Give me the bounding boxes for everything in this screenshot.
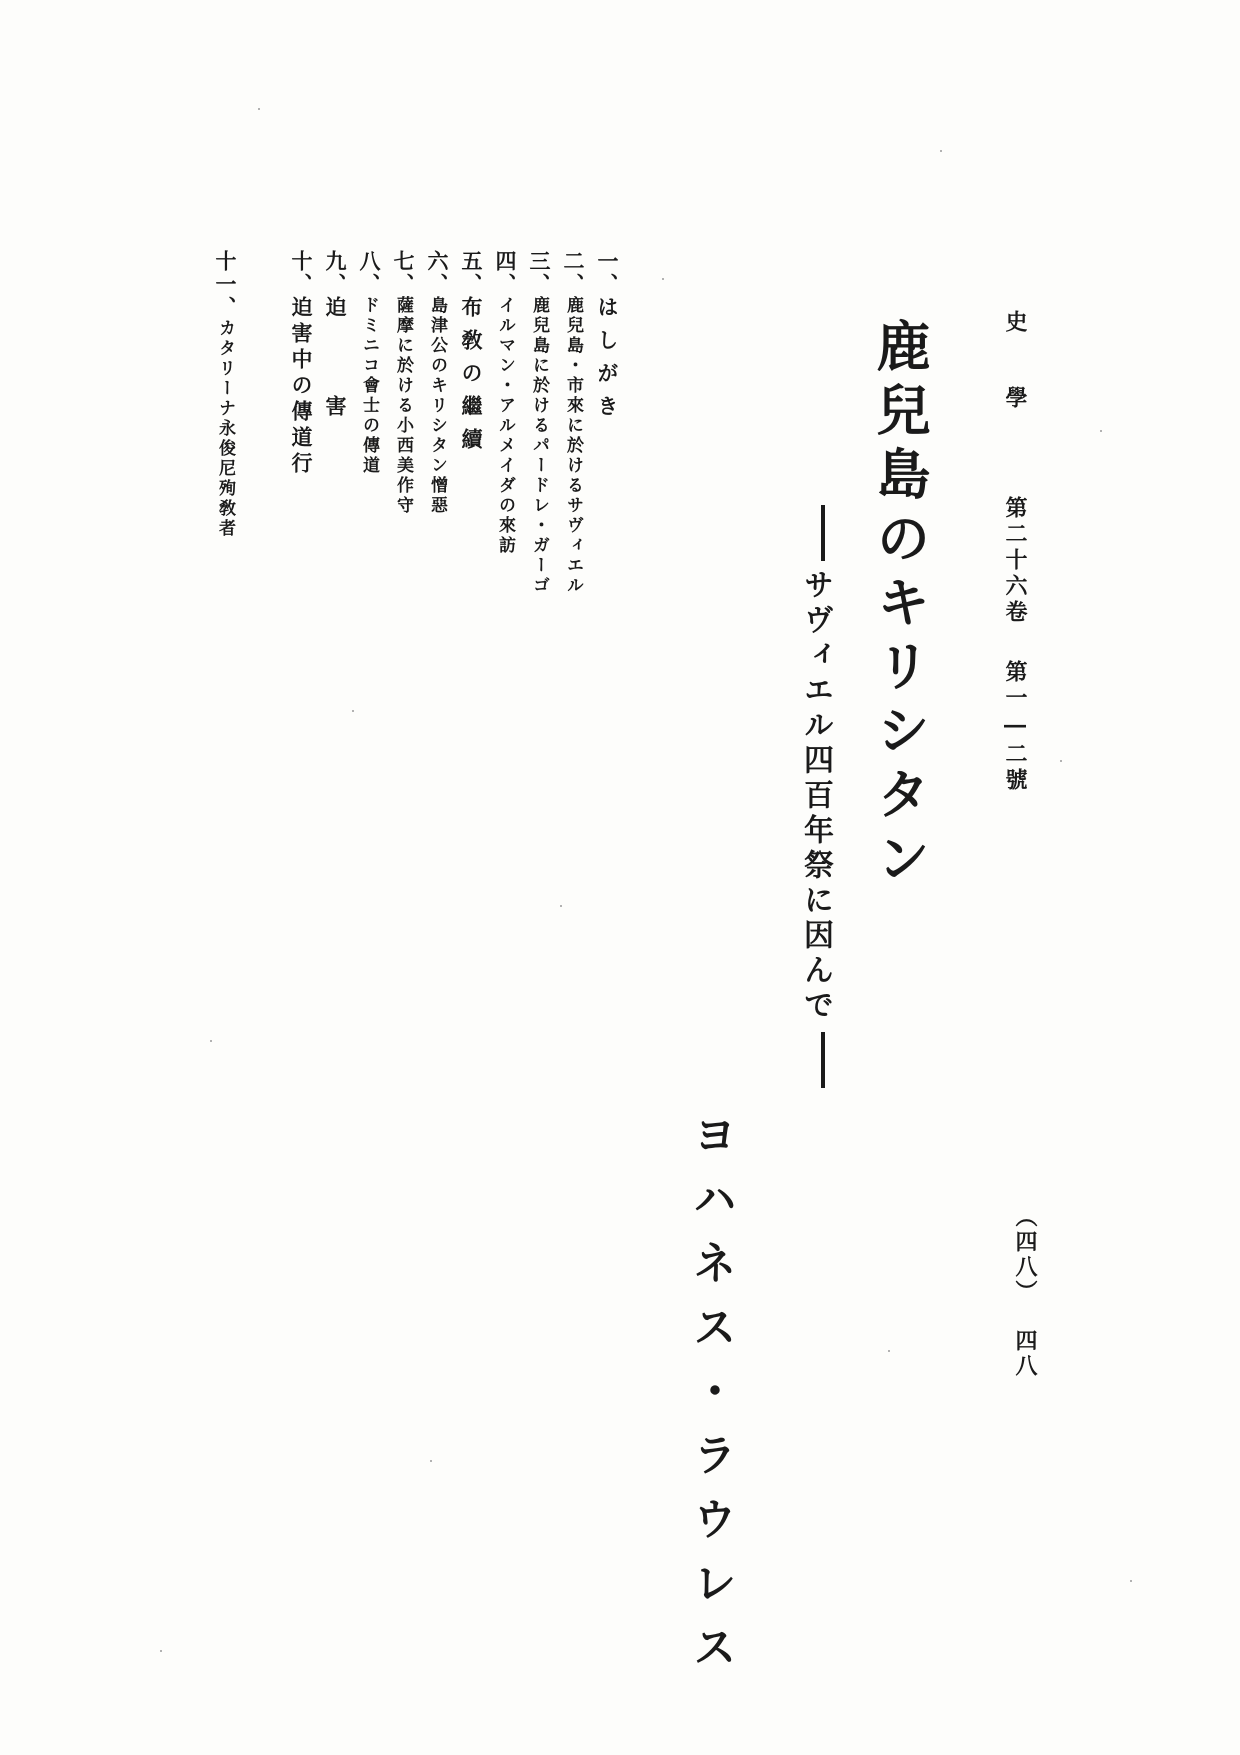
toc-item-number: 十一、 <box>213 250 238 319</box>
toc-item <box>422 250 452 516</box>
article-title: 鹿兒島のキリシタン <box>868 318 932 894</box>
toc-item-title: 布敎の繼續 <box>459 296 484 461</box>
scan-speck <box>1130 1580 1132 1582</box>
dash-rule <box>821 505 825 561</box>
toc-item <box>592 250 622 428</box>
toc-item-number: 十、 <box>289 250 314 296</box>
toc-item-number: 三、 <box>527 250 552 296</box>
scan-speck <box>210 1040 212 1042</box>
toc-item <box>210 250 240 539</box>
toc-item-title: 鹿兒島・市來に於けるサヴィエル <box>563 296 583 596</box>
journal-issue: 第一―二號 <box>1002 660 1028 794</box>
toc-item-number: 九、 <box>323 250 348 296</box>
toc-item <box>490 250 520 556</box>
page-number-plain: 四八 <box>1012 1329 1038 1379</box>
toc-item-title: はしがき <box>595 296 620 428</box>
journal-volume: 第二十六卷 <box>1002 496 1028 626</box>
toc-item <box>558 250 588 596</box>
page-number-bracketed: （四八） <box>1012 1205 1038 1305</box>
journal-name: 史學 <box>1002 310 1028 462</box>
toc-item-number: 六、 <box>425 250 450 296</box>
toc-item-title: 薩摩に於ける小西美作守 <box>393 296 413 516</box>
toc-item-title: 迫害 <box>323 296 348 494</box>
page-number <box>1010 1205 1041 1379</box>
toc-item-title: 島津公のキリシタン憎惡 <box>427 296 447 516</box>
article-subtitle <box>793 505 837 1088</box>
toc-item <box>354 250 384 476</box>
toc-item-number: 四、 <box>493 250 518 296</box>
scan-speck <box>1060 760 1062 762</box>
toc-item <box>388 250 418 516</box>
toc-item-number: 五、 <box>459 250 484 296</box>
toc-item <box>286 250 316 478</box>
scan-speck <box>258 108 260 110</box>
scan-speck <box>430 1460 432 1462</box>
table-of-contents <box>200 250 620 630</box>
journal-header <box>1000 310 1031 794</box>
article-author: ヨハネス・ラウレス <box>685 1112 736 1688</box>
toc-item <box>320 250 350 494</box>
toc-item-number: 八、 <box>357 250 382 296</box>
dash-rule <box>821 1032 825 1088</box>
toc-item-number: 七、 <box>391 250 416 296</box>
toc-item <box>456 250 486 461</box>
toc-item-title: カタリーナ永俊尼殉敎者 <box>215 319 235 539</box>
article-subtitle-text: サヴィエル四百年祭に因んで <box>798 569 833 1024</box>
scan-speck <box>662 278 664 280</box>
toc-item-number: 一、 <box>595 250 620 296</box>
toc-item-title: 鹿兒島に於けるパードレ・ガーゴ <box>529 296 549 596</box>
scan-speck <box>888 1350 890 1352</box>
toc-item-title: ドミニコ會士の傳道 <box>359 296 379 476</box>
toc-item-number: 二、 <box>561 250 586 296</box>
toc-item-title: イルマン・アルメイダの來訪 <box>495 296 515 556</box>
scan-speck <box>560 905 562 907</box>
scan-speck <box>1100 430 1102 432</box>
toc-item-title: 迫害中の傳道行 <box>289 296 314 478</box>
scan-speck <box>160 1650 162 1652</box>
scan-speck <box>352 710 354 712</box>
toc-item <box>524 250 554 596</box>
scan-speck <box>940 150 942 152</box>
